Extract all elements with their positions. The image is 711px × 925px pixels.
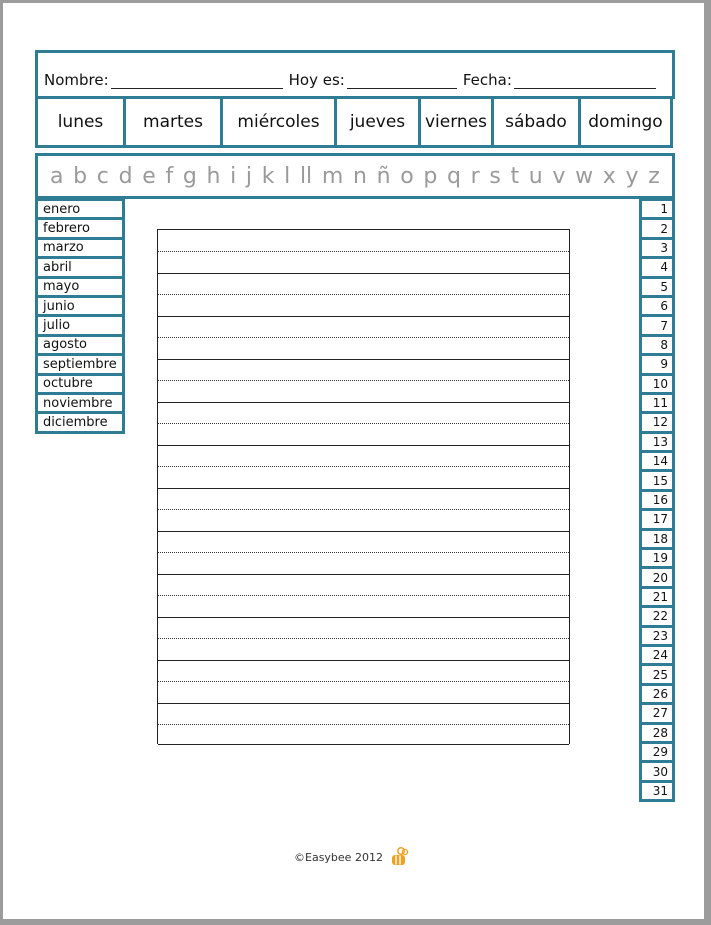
weekday-cell[interactable]: domingo [578, 96, 673, 148]
day-number[interactable]: 21 [639, 586, 675, 608]
writing-guide-line [158, 595, 569, 596]
day-number[interactable]: 23 [639, 625, 675, 647]
alphabet-letter[interactable]: p [423, 163, 438, 189]
alphabet-letter[interactable]: f [165, 163, 174, 189]
writing-guide-line [158, 423, 569, 424]
weekday-cell[interactable]: miércoles [220, 96, 337, 148]
alphabet-letter[interactable]: c [96, 163, 109, 189]
alphabet-letter[interactable]: y [625, 163, 639, 189]
weekday-cell[interactable]: jueves [334, 96, 421, 148]
header-box [35, 50, 675, 99]
month-item[interactable]: septiembre [35, 353, 125, 375]
alphabet-letter[interactable]: t [510, 163, 520, 189]
writing-area[interactable] [157, 229, 570, 744]
day-number[interactable]: 19 [639, 547, 675, 569]
day-number[interactable]: 3 [639, 237, 675, 259]
writing-guide-line [158, 294, 569, 295]
alphabet-letter[interactable]: ll [299, 163, 313, 189]
alphabet-letter[interactable]: v [552, 163, 566, 189]
writing-base-line [158, 445, 569, 446]
alphabet-letter[interactable]: q [446, 163, 461, 189]
day-number[interactable]: 24 [639, 644, 675, 666]
day-number[interactable]: 15 [639, 469, 675, 491]
month-item[interactable]: agosto [35, 334, 125, 356]
day-number[interactable]: 18 [639, 528, 675, 550]
alphabet-letter[interactable]: o [400, 163, 414, 189]
today-field[interactable] [347, 74, 457, 89]
writing-guide-line [158, 724, 569, 725]
header-fields [44, 69, 664, 89]
day-number[interactable]: 2 [639, 217, 675, 239]
day-number[interactable]: 14 [639, 450, 675, 472]
writing-base-line [158, 574, 569, 575]
alphabet-row [38, 156, 672, 196]
alphabet-letter[interactable]: i [230, 163, 237, 189]
alphabet-letter[interactable]: a [50, 163, 64, 189]
month-item[interactable]: marzo [35, 237, 125, 259]
writing-base-line [158, 316, 569, 317]
day-number[interactable]: 29 [639, 741, 675, 763]
day-number[interactable]: 17 [639, 508, 675, 530]
writing-base-line [158, 660, 569, 661]
writing-base-line [158, 273, 569, 274]
writing-guide-line [158, 509, 569, 510]
month-item[interactable]: diciembre [35, 411, 125, 433]
writing-base-line [158, 402, 569, 403]
date-label: Fecha: [462, 71, 512, 89]
day-number[interactable]: 28 [639, 722, 675, 744]
day-number[interactable]: 4 [639, 256, 675, 278]
day-number[interactable]: 22 [639, 605, 675, 627]
today-label: Hoy es: [288, 71, 345, 89]
writing-guide-line [158, 380, 569, 381]
day-number[interactable]: 1 [639, 198, 675, 220]
alphabet-letter[interactable]: r [470, 163, 480, 189]
day-number[interactable]: 9 [639, 353, 675, 375]
alphabet-letter[interactable]: j [245, 163, 253, 189]
month-item[interactable]: julio [35, 314, 125, 336]
day-number[interactable]: 20 [639, 566, 675, 588]
bee-icon [389, 846, 409, 868]
writing-guide-line [158, 466, 569, 467]
weekday-row [35, 96, 675, 148]
writing-guide-line [158, 337, 569, 338]
alphabet-letter[interactable]: s [489, 163, 501, 189]
writing-base-line [158, 488, 569, 489]
date-field[interactable] [514, 74, 656, 89]
alphabet-letter[interactable]: w [575, 163, 594, 189]
day-number[interactable]: 12 [639, 411, 675, 433]
name-label: Nombre: [44, 71, 109, 89]
day-number[interactable]: 26 [639, 683, 675, 705]
month-item[interactable]: enero [35, 198, 125, 220]
writing-guide-line [158, 681, 569, 682]
month-item[interactable]: junio [35, 295, 125, 317]
alphabet-letter[interactable]: m [321, 163, 344, 189]
day-number[interactable]: 10 [639, 373, 675, 395]
month-item[interactable]: noviembre [35, 392, 125, 414]
copyright-text: ©Easybee 2012 [294, 850, 383, 864]
alphabet-box [35, 153, 675, 199]
alphabet-letter[interactable]: z [648, 163, 660, 189]
weekday-cell[interactable]: lunes [35, 96, 126, 148]
weekday-cell[interactable]: martes [123, 96, 223, 148]
day-number[interactable]: 13 [639, 431, 675, 453]
day-number[interactable]: 27 [639, 702, 675, 724]
day-number[interactable]: 16 [639, 489, 675, 511]
writing-base-line [158, 703, 569, 704]
months-column [35, 198, 125, 434]
weekday-cell[interactable]: sábado [491, 96, 581, 148]
alphabet-letter[interactable]: l [284, 163, 291, 189]
month-item[interactable]: febrero [35, 217, 125, 239]
writing-base-line [158, 359, 569, 360]
alphabet-letter[interactable]: k [261, 163, 275, 189]
day-number[interactable]: 31 [639, 780, 675, 802]
alphabet-letter[interactable]: ñ [376, 163, 391, 189]
footer [294, 846, 409, 868]
day-numbers-column [639, 198, 675, 802]
day-number[interactable]: 6 [639, 295, 675, 317]
alphabet-letter[interactable]: b [73, 163, 88, 189]
day-number[interactable]: 11 [639, 392, 675, 414]
writing-base-line [158, 617, 569, 618]
weekday-cell[interactable]: viernes [418, 96, 494, 148]
alphabet-letter[interactable]: d [118, 163, 133, 189]
day-number[interactable]: 25 [639, 663, 675, 685]
alphabet-letter[interactable]: g [182, 163, 197, 189]
writing-base-line [158, 744, 569, 745]
writing-guide-line [158, 251, 569, 252]
month-item[interactable]: abril [35, 256, 125, 278]
day-number[interactable]: 8 [639, 334, 675, 356]
alphabet-letter[interactable]: n [352, 163, 367, 189]
writing-guide-line [158, 552, 569, 553]
alphabet-letter[interactable]: e [142, 163, 156, 189]
worksheet-page [3, 3, 704, 919]
month-item[interactable]: mayo [35, 276, 125, 298]
alphabet-letter[interactable]: u [528, 163, 543, 189]
name-field[interactable] [111, 74, 283, 89]
day-number[interactable]: 30 [639, 760, 675, 782]
day-number[interactable]: 5 [639, 276, 675, 298]
month-item[interactable]: octubre [35, 373, 125, 395]
writing-base-line [158, 531, 569, 532]
day-number[interactable]: 7 [639, 314, 675, 336]
writing-guide-line [158, 638, 569, 639]
alphabet-letter[interactable]: h [206, 163, 221, 189]
alphabet-letter[interactable]: x [602, 163, 616, 189]
